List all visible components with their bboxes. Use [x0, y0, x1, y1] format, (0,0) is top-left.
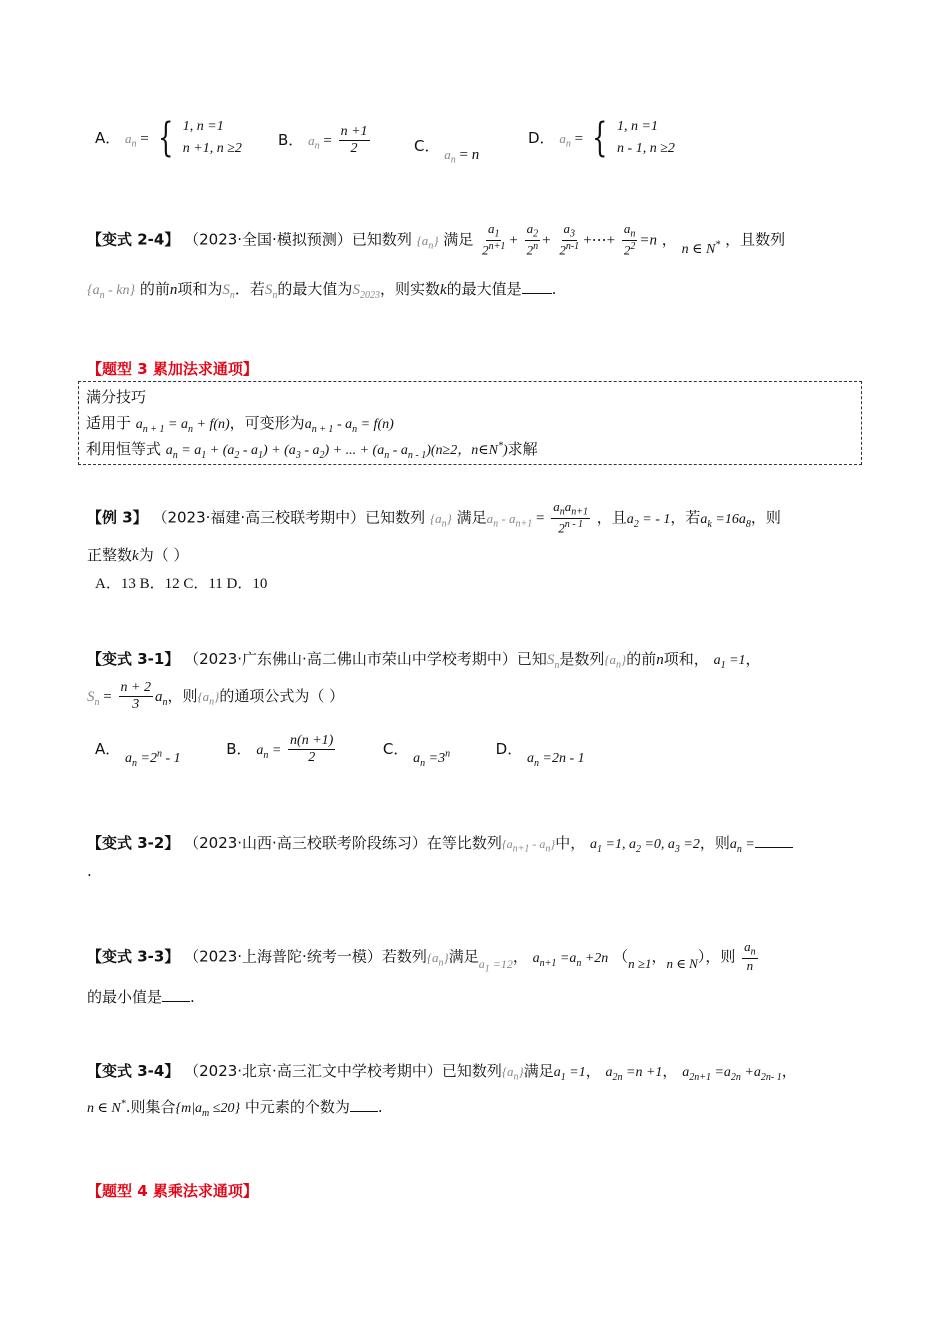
problem-source: （2023·福建·高三校联考期中）已知数列	[152, 508, 426, 527]
problem-v31-options: A． $a_n =2^n - 1$ B． $a_n$ = $\frac{n(n +1)}{2}$ C． $a_n =3^n$ D． $a_n =2n - 1$	[95, 733, 585, 769]
option-label: C．	[382, 740, 409, 759]
text: 中，	[555, 834, 586, 852]
text: 满足	[448, 947, 479, 966]
problem-v34-line1: 【变式 3-4】 （2023·北京·高三汇文中学校考期中）已知数列$\{a_n\}$满足$a_1 =1$， $a_{2n} =n +1$， $a_{2n+1} =a_{2n} +a_{2n- 1}$，	[87, 1062, 797, 1083]
problem-source: （2023·北京·高三汇文中学校考期中）已知数列	[184, 1062, 502, 1080]
problem-source: （2023·全国·模拟预测）已知数列	[184, 230, 412, 249]
case-line: 1, n =1	[182, 119, 224, 134]
text: ，则	[750, 508, 781, 527]
problem-source: （2023·上海普陀·统考一模）若数列	[184, 947, 427, 966]
tips-line2: 利用恒等式 $a_n = a_1 + (a_2 - a_1) + (a_3 - a_2)$ + ... + $(a_n - a_{n - 1})(n\ge 2$，n∈N*)求解	[86, 440, 538, 461]
option-c: C． $a_n = n$	[414, 137, 480, 166]
option-label: B．	[278, 131, 304, 150]
option-b: B． $a_n$ = $\frac{n +1}{2}$	[278, 124, 368, 157]
case-line: n +1, n ≥2	[182, 141, 242, 157]
problem-tag: 【变式 2-4】	[87, 230, 180, 249]
text: 的最大值是	[446, 280, 522, 298]
answer-blank[interactable]	[522, 293, 552, 294]
answer-blank[interactable]	[350, 1111, 378, 1112]
text: .	[190, 988, 195, 1006]
text: 求解	[507, 440, 538, 458]
text: 项和，	[663, 650, 709, 668]
text: 项和为	[177, 280, 223, 298]
problem-v24-line2: $\{a_n - kn\}$ 的前n项和为$S_n$．若$S_n$的最大值为$S_{2023}$，则实数k的最大值是 .	[87, 280, 557, 301]
option-label: C．	[414, 137, 440, 155]
fraction-numerator: n +1	[339, 124, 370, 141]
problem-v31-line2: $S_n$ = $\frac{n + 2}{3}$ $a_n$，则$\{a_n\}$的通项公式为（ ）	[87, 680, 345, 713]
case-line: 1, n =1	[617, 119, 658, 134]
fraction-denominator: 2	[308, 750, 316, 766]
option-label: A．	[95, 128, 121, 147]
text: 满足	[456, 508, 487, 527]
text: 是数列	[559, 650, 605, 668]
fraction-numerator: n(n +1)	[288, 733, 335, 750]
answer-blank[interactable]	[162, 1001, 190, 1002]
section-title-type3: 【题型 3 累加法求通项】	[87, 360, 258, 378]
problem-source: （2023·山西·高三校联考阶段练习）在等比数列	[184, 834, 502, 852]
text: 满足	[443, 230, 474, 249]
text: 的最大值为	[277, 280, 353, 298]
text: ，则	[699, 834, 730, 852]
problem-tag: 【变式 3-1】	[87, 650, 180, 668]
text: 中元素的个数为	[244, 1098, 350, 1116]
text: 的前	[139, 280, 170, 298]
problem-ex3-line2: 正整数k为（ ）	[87, 546, 189, 564]
tips-line1: 适用于 $a_{n + 1} = a_n + f(n)$，可变形为$a_{n + 1} - a_n = f(n)$	[86, 414, 394, 435]
text: 的前	[626, 650, 657, 668]
text: .	[551, 280, 557, 298]
option-c-rhs: n	[471, 147, 480, 163]
text: ，可变形为	[229, 414, 305, 432]
text: 的最小值是	[87, 988, 163, 1006]
option-label: D．	[495, 740, 523, 759]
text: 满足	[523, 1062, 554, 1080]
text: 为（ ）	[138, 546, 189, 564]
option-label: A．	[95, 740, 121, 759]
problem-v32-end: .	[87, 862, 92, 880]
text: .	[377, 1098, 383, 1116]
problem-ex3-line1: 【例 3】 （2023·福建·高三校联考期中）已知数列 $\{a_n\}$ 满足$a_n - a_{n+1}$ = $\frac{a_na_{n+1}}{2^{n - 1}}$ ，且$a_2$ = - 1，若$a_k =16a_8$，则	[87, 499, 781, 536]
text: ，且	[596, 508, 627, 527]
text: 正整数	[87, 546, 133, 564]
text: .则集合	[125, 1098, 176, 1116]
option-a: A． $a_n$ = { 1, n =1 n +1, n ≥2	[95, 115, 242, 162]
option-label: D．	[528, 128, 555, 147]
text: ，则实数	[379, 280, 440, 298]
text: 适用于	[86, 414, 132, 432]
problem-tag: 【变式 3-3】	[87, 947, 180, 966]
text: 利用恒等式	[86, 440, 162, 458]
section-title-type4: 【题型 4 累乘法求通项】	[87, 1182, 258, 1200]
problem-tag: 【变式 3-2】	[87, 834, 180, 852]
problem-tag: 【变式 3-4】	[87, 1062, 180, 1080]
text: 的通项公式为（ ）	[219, 687, 345, 706]
problem-v32-line1: 【变式 3-2】 （2023·山西·高三校联考阶段练习）在等比数列$\{a_{n+1} - a_n\}$中， $a_1 =1$, $a_2 =0$, $a_3 =2$，则$a_n$ =	[87, 832, 793, 855]
fraction-denominator: 2	[350, 141, 358, 157]
problem-v24-line1: 【变式 2-4】 （2023·全国·模拟预测）已知数列 $\{a_n\}$ 满足 $\frac{a_1}{2^{n+1}}$ + $\frac{a_2}{2^n}$ + $\frac{a_3}{2^{n-1}}$ +⋯+ $\frac{a_n}{2^2}$ =n ， n ∈ N* ，且数列	[87, 221, 786, 258]
answer-blank[interactable]	[755, 847, 793, 848]
case-line: n - 1, n ≥2	[617, 141, 675, 157]
problem-ex3-options: A．13 B．12 C．11 D．10	[95, 576, 268, 592]
problem-v34-line2: n ∈ N*.则集合$\{m|a_m \le 20\}$ 中元素的个数为 .	[87, 1098, 383, 1119]
problem-v33-line2	[87, 986, 195, 1007]
problem-v31-line1: 【变式 3-1】 （2023·广东佛山·高二佛山市荣山中学校考期中）已知$S_n$是数列$\{a_n\}$的前n项和， $a_1 =1$，	[87, 650, 761, 671]
option-label: B．	[226, 740, 252, 759]
problem-source: （2023·广东佛山·高二佛山市荣山中学校考期中）已知	[184, 650, 547, 668]
text: ，若	[670, 508, 701, 527]
problem-v33-line1: 【变式 3-3】 （2023·上海普陀·统考一模）若数列$\{a_n\}$满足$_{a_1 =12}$， $a_{n+1} =a_n +2n$ （n ≥1，n ∈ N），则 $\frac{a_n}{n}$	[87, 939, 756, 974]
tips-heading: 满分技巧	[86, 388, 147, 406]
condition: n ∈ N	[681, 241, 716, 257]
text: ，则	[167, 687, 198, 706]
text: ．若	[234, 280, 265, 298]
option-d: D． $a_n$ = { 1, n =1 n - 1, n ≥2	[528, 115, 675, 162]
problem-tag: 【例 3】	[87, 508, 148, 527]
text: ，则	[705, 947, 736, 966]
text: ，且数列	[725, 230, 786, 249]
